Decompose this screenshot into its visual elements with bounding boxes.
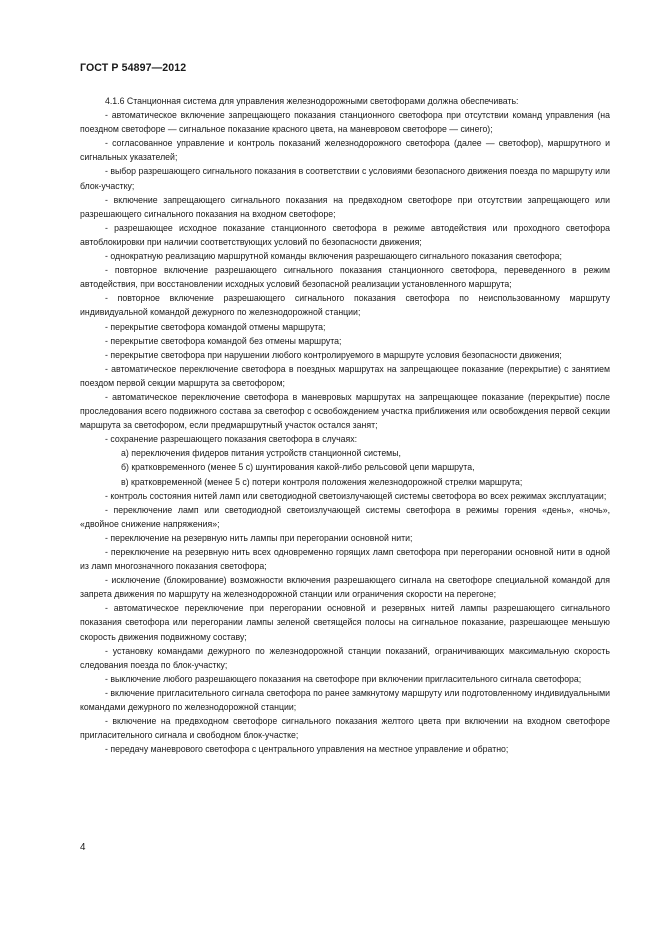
list-item: - повторное включение разрешающего сигнального показания светофора по неиспользованному маршруту индивидуальной командой дежурного по железнодорожной станции; <box>80 293 610 318</box>
list-item: - включение пригласительного сигнала светофора по ранее замкнутому маршруту или подготовленному индивидуальными командами дежурного по железнодорожной станции; <box>80 687 610 713</box>
list-item: - передачу маневрового светофора с центрального управления на местное управление и обратно; <box>105 744 509 755</box>
list-item: - переключение на резервную нить всех одновременно горящих ламп светофора при перегорании основной нити в одной из ламп многозначного показания светофора; <box>80 547 610 572</box>
list-item: - перекрытие светофора командой без отмены маршрута; <box>105 335 342 346</box>
list-item: - выключение любого разрешающего показания на светофоре при включении пригласительного сигнала светофора; <box>105 673 582 684</box>
list-item: - перекрытие светофора при нарушении любого контролируемого в маршруте условия безопасности движения; <box>105 349 562 360</box>
sub-list-item: в) кратковременной (менее 5 с) потери контроля положения железнодорожной стрелки маршрута; <box>121 476 523 487</box>
sub-list-item: а) переключения фидеров питания устройств станционной системы, <box>121 448 401 459</box>
paragraph: 4.1.6 Станционная система для управления железнодорожными светофорами должна обеспечивать: <box>105 96 519 106</box>
list-item: - перекрытие светофора командой отмены маршрута; <box>105 321 326 332</box>
list-item: - согласованное управление и контроль показаний железнодорожного светофора (далее — светофор), маршрутного и сигнальных указателей; <box>80 138 610 163</box>
list-item: - автоматическое переключение светофора в маневровых маршрутах на запрещающее показание (перекрытие) после проследования всего подвижного состава за светофор с освобождением участка приближения или освобождения первой секции маршрута за светофором, если предмаршрутный участок остался занят; <box>80 391 610 431</box>
list-item: - исключение (блокирование) возможности включения разрешающего сигнала на светофоре специальной командой для запрета движения по маршруту на железнодорожной станции или ограничения скорости на перегоне; <box>80 575 610 600</box>
list-item: - установку командами дежурного по железнодорожной станции показаний, ограничивающих максимальную скорость следования поезда по блок-участку; <box>80 645 610 670</box>
list-item: - переключение на резервную нить лампы при перегорании основной нити; <box>105 532 413 543</box>
document-header: ГОСТ Р 54897—2012 <box>80 62 187 74</box>
list-item: - однократную реализацию маршрутной команды включения разрешающего сигнального показания светофора; <box>105 251 562 262</box>
list-item: - разрешающее исходное показание станционного светофора в режиме автодействия или проходного светофора автоблокировки при наличии соответствующих условий по безопасности движения; <box>80 222 610 247</box>
list-item: - автоматическое переключение при перегорании основной и резервных нитей лампы разрешающего сигнального показания светофора или перегорании лампы зеленой светящейся полосы на сигнальное показание, разрешающее меньшую скорость движения подвижному составу; <box>80 603 610 642</box>
list-item: - переключение ламп или светодиодной светоизлучающей системы светофора в режимы горения «день», «ночь», «двойное снижение напряжения»; <box>80 504 610 529</box>
list-item: - повторное включение разрешающего сигнального показания станционного светофора, переведенного в режим автодействия, при восстановлении исходных условий безопасной реализации установленного маршрута; <box>80 265 610 290</box>
list-item: - автоматическое переключение светофора в поездных маршрутах на запрещающее показание (перекрытие) с занятием поездом первой секции маршрута за светофором; <box>80 363 610 388</box>
list-item: - включение запрещающего сигнального показания на предвходном светофоре при отсутствии запрещающего или разрешающего сигнального показания на входном светофоре; <box>80 194 610 219</box>
list-item: - включение на предвходном светофоре сигнального показания желтого цвета при включении на входном светофоре пригласительного сигнала и свободном блок-участке; <box>80 716 610 741</box>
document-body <box>80 94 610 756</box>
sub-list-item: б) кратковременного (менее 5 с) шунтирования какой-либо рельсовой цепи маршрута, <box>121 462 475 473</box>
page-number: 4 <box>80 842 86 853</box>
list-item: - контроль состояния нитей ламп или светодиодной светоизлучающей системы светофора во всех режимах эксплуатации; <box>105 490 607 501</box>
list-item: - сохранение разрешающего показания светофора в случаях: <box>105 434 358 445</box>
list-item: - выбор разрешающего сигнального показания в соответствии с условиями безопасного движения поезда по маршруту или блок-участку; <box>80 166 610 191</box>
list-item: - автоматическое включение запрещающего показания станционного светофора при отсутствии команд управления (на поездном светофоре — сигнальное показание красного цвета, на маневровом светофоре — синего); <box>80 110 610 135</box>
